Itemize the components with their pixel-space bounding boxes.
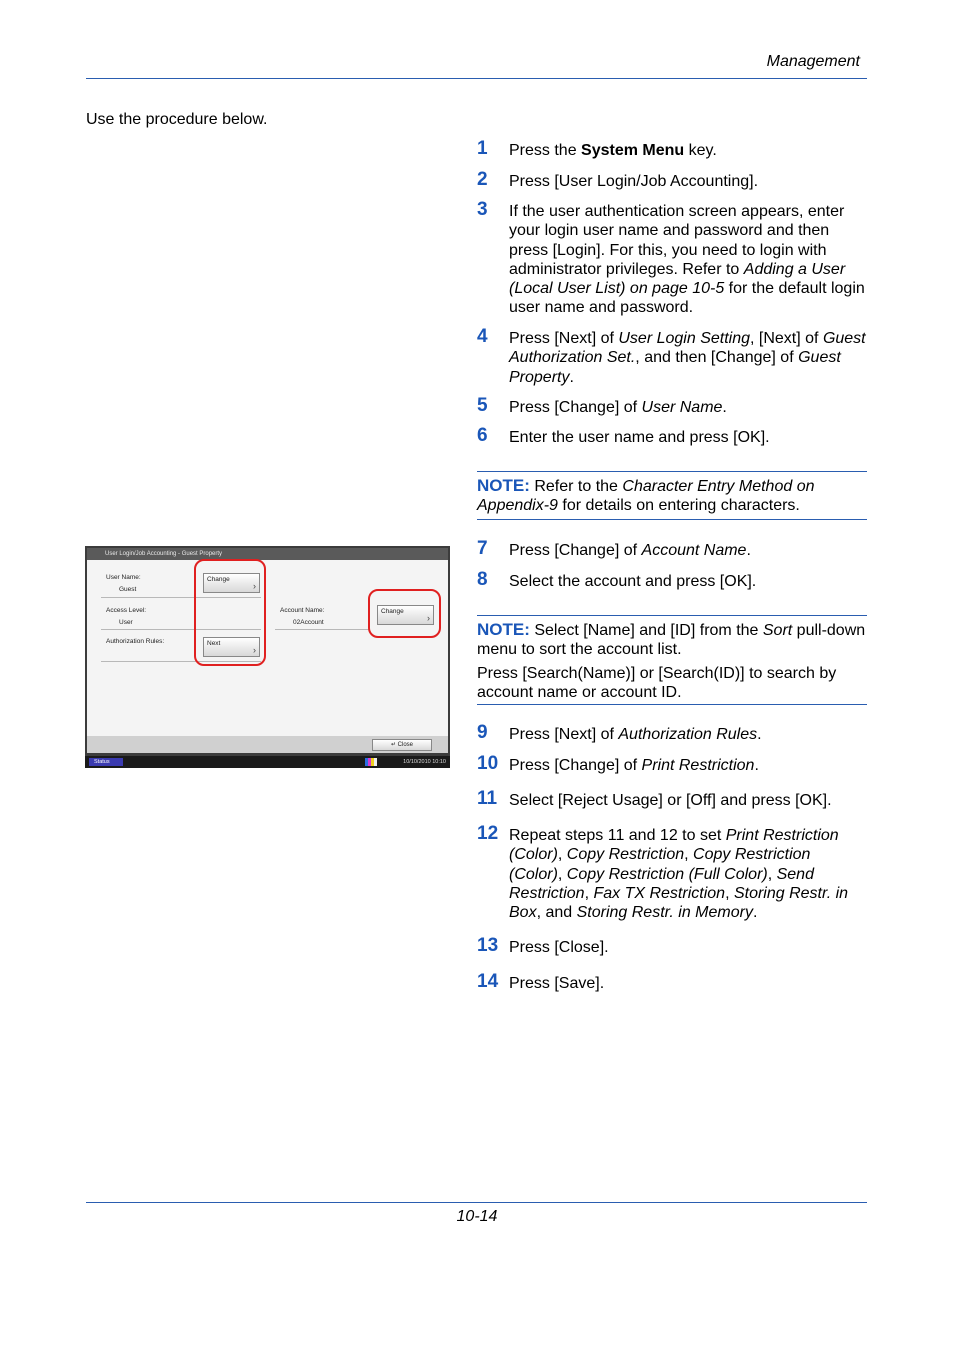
user-name-change-button[interactable]: Change › xyxy=(203,573,260,593)
step-number: 2 xyxy=(477,169,488,190)
highlight-left-buttons xyxy=(194,559,266,666)
note-character-entry: NOTE: Refer to the Character Entry Method on Appendix-9 for details on entering characters. xyxy=(477,471,867,520)
step-number: 5 xyxy=(477,395,488,416)
note-label: NOTE: xyxy=(477,620,530,639)
header-rule xyxy=(86,78,867,79)
page-number: 10-14 xyxy=(456,1208,498,1225)
step-number: 8 xyxy=(477,569,488,590)
chevron-right-icon: › xyxy=(427,613,430,623)
step-number: 6 xyxy=(477,425,488,446)
auth-rules-next-button[interactable]: Next › xyxy=(203,637,260,657)
step-number: 13 xyxy=(477,935,499,956)
access-level-label: Access Level: xyxy=(106,607,147,614)
guest-property-screen xyxy=(85,546,450,768)
account-name-label: Account Name: xyxy=(280,607,325,614)
status-datetime: 10/10/2010 10:10 xyxy=(403,759,446,765)
step-number: 14 xyxy=(477,971,499,992)
chevron-right-icon: › xyxy=(253,581,256,591)
running-header: Management xyxy=(766,53,860,70)
chevron-right-icon: › xyxy=(253,645,256,655)
step-number: 4 xyxy=(477,326,488,347)
user-name-value: Guest xyxy=(119,586,137,593)
access-level-value: User xyxy=(119,619,133,626)
account-name-value: 02Account xyxy=(293,619,324,626)
note-sort-search: NOTE: Select [Name] and [ID] from the Sort pull-down menu to sort the account list. Press [Search(Name)] or [Search(ID)] to search by account name or account ID. xyxy=(477,615,867,705)
status-bar xyxy=(85,756,450,768)
step-number: 9 xyxy=(477,722,488,743)
step-number: 7 xyxy=(477,538,488,559)
step-number: 3 xyxy=(477,199,488,220)
highlight-account-change xyxy=(368,589,441,638)
close-button[interactable]: ↵ Close xyxy=(372,739,432,751)
note-label: NOTE: xyxy=(477,476,530,495)
step-number: 11 xyxy=(477,788,498,809)
screen-title: User Login/Job Accounting - Guest Property xyxy=(87,548,448,560)
status-button[interactable]: Status xyxy=(89,758,123,766)
intro-text: Use the procedure below. xyxy=(86,111,268,128)
step-number: 10 xyxy=(477,753,499,774)
user-name-label: User Name: xyxy=(106,574,141,581)
toner-level-icon xyxy=(365,758,377,766)
account-name-change-button[interactable]: Change › xyxy=(377,605,434,625)
auth-rules-label: Authorization Rules: xyxy=(106,638,165,645)
footer-rule xyxy=(86,1202,867,1203)
step-number: 1 xyxy=(477,138,488,159)
return-arrow-icon: ↵ xyxy=(390,742,398,748)
step-number: 12 xyxy=(477,823,499,844)
